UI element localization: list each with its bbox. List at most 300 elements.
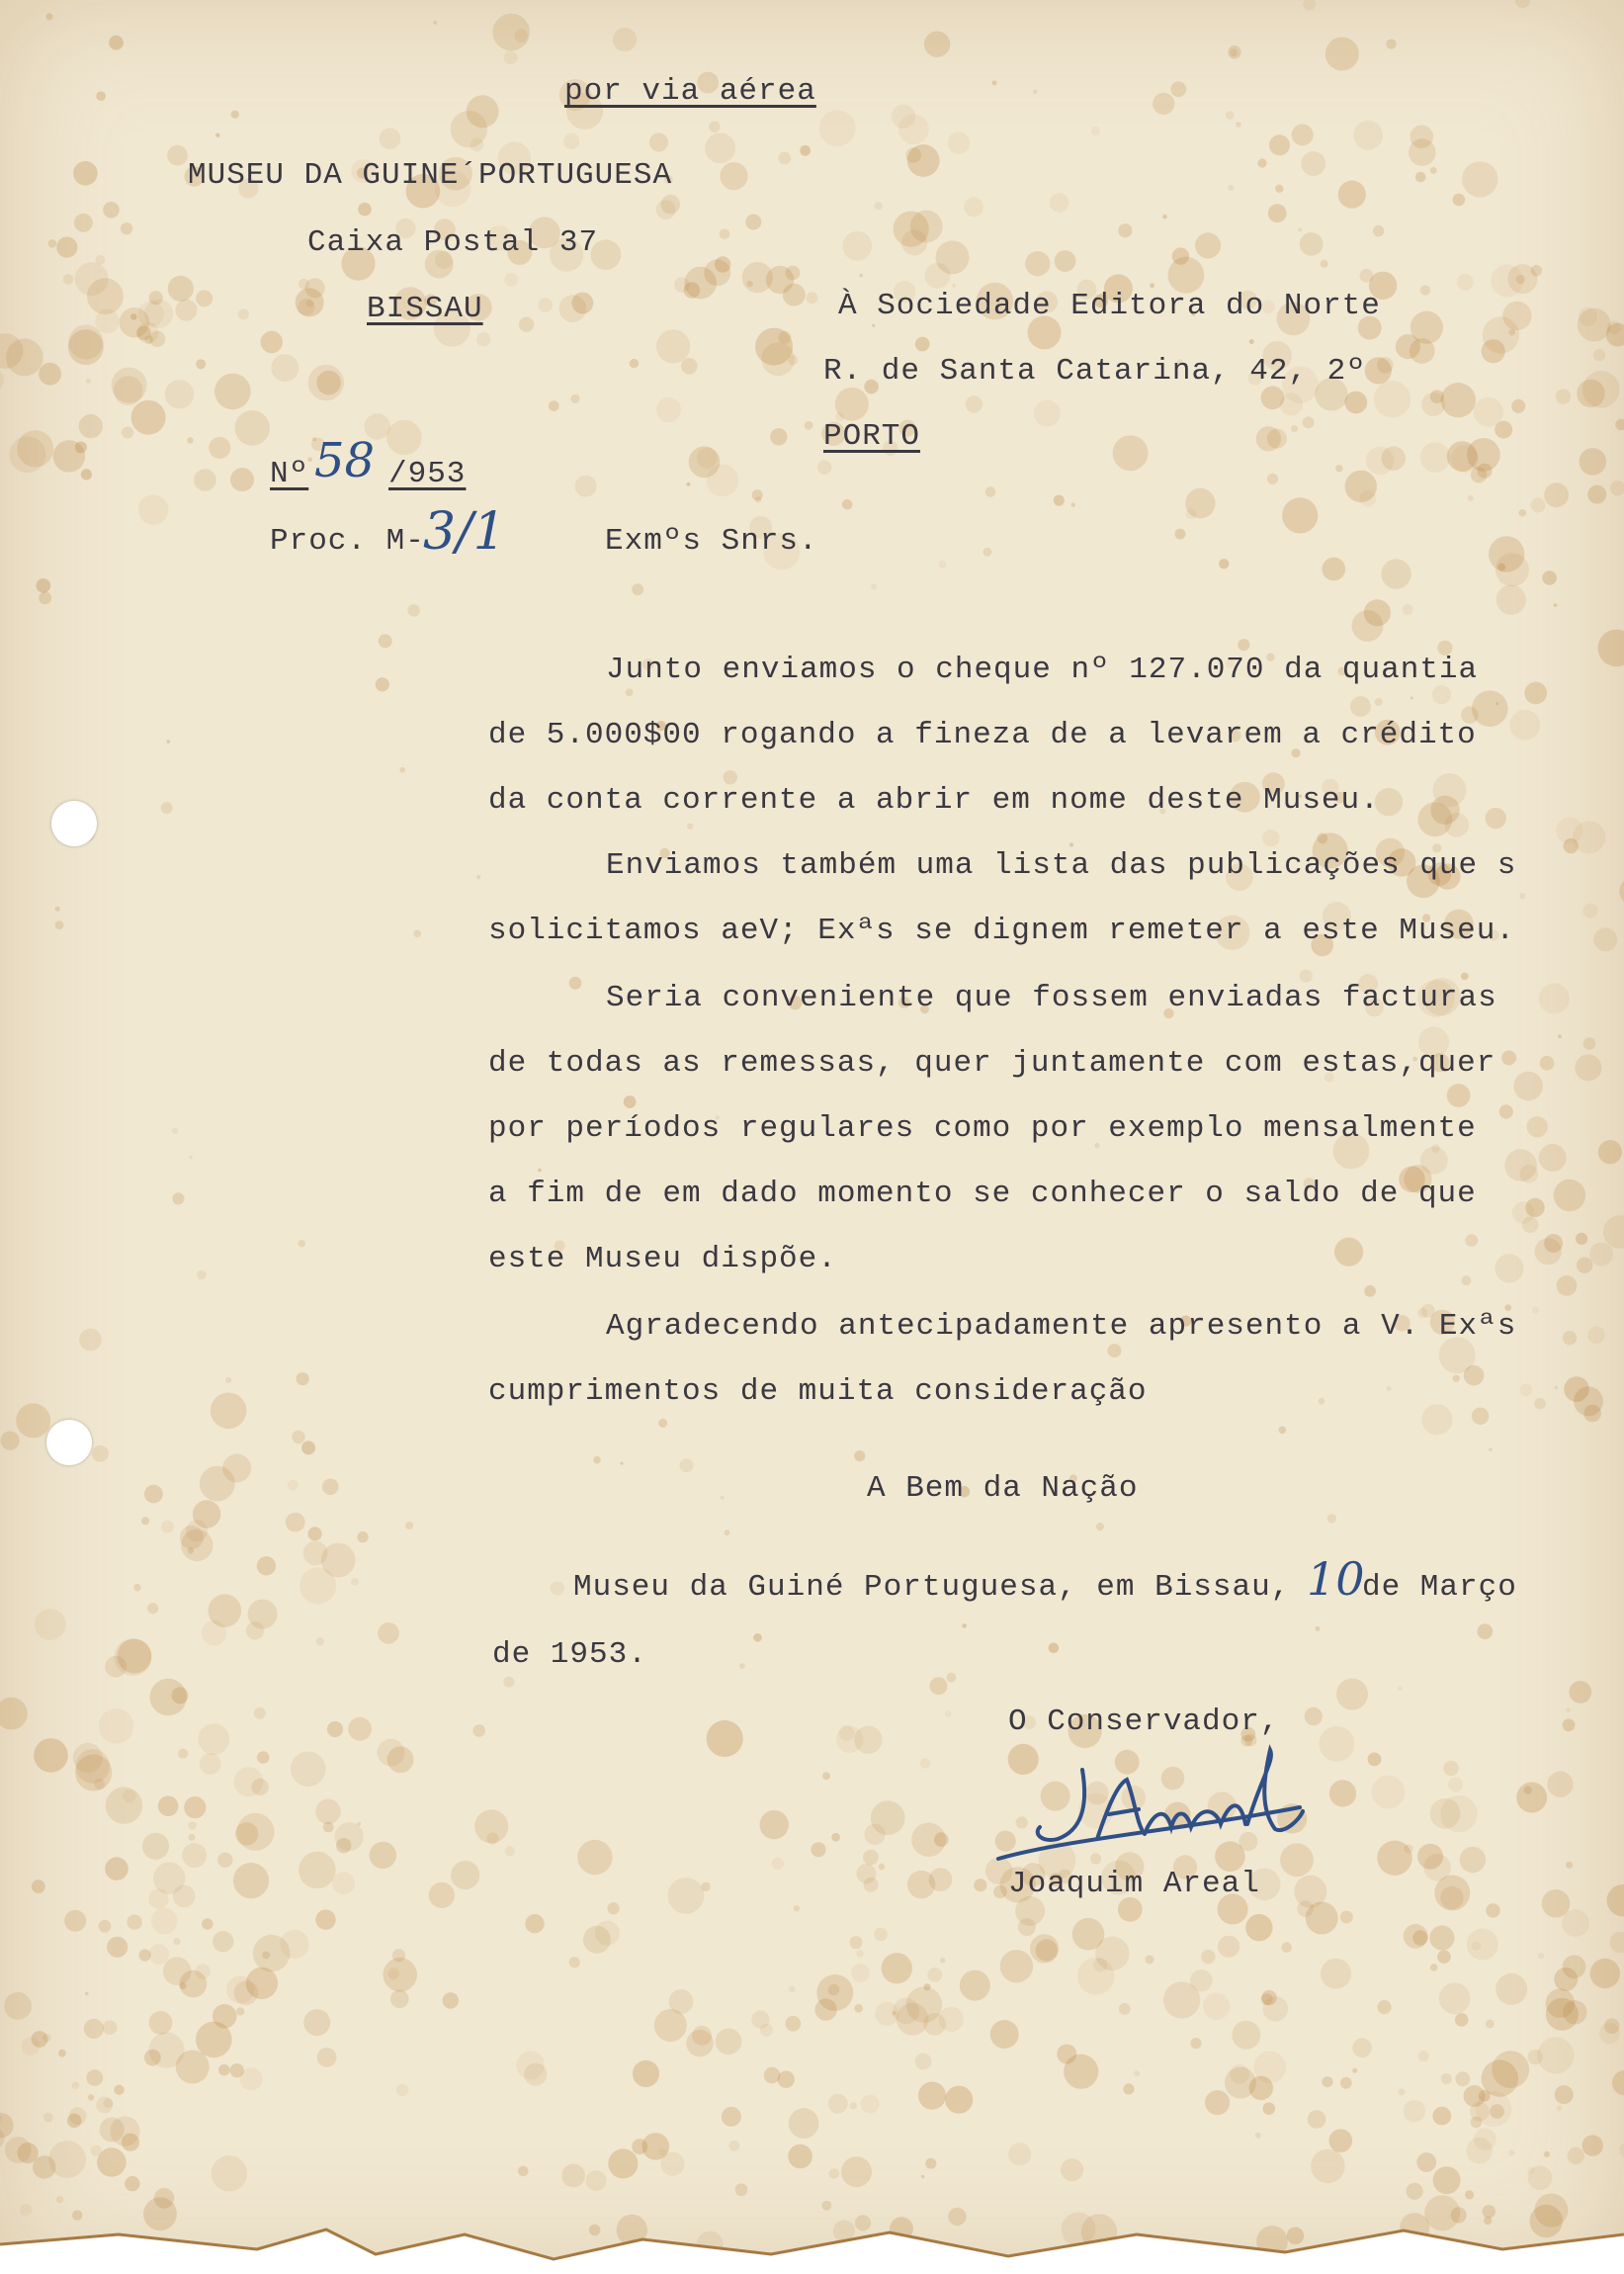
stain-spot [990,2020,1019,2049]
stain-spot [872,324,875,327]
stain-spot [74,214,93,232]
stain-spot [209,437,230,459]
stain-spot [1544,2151,1550,2157]
stain-spot [492,14,530,51]
stain-spot [842,499,853,510]
stain-spot [168,276,194,302]
stain-spot [81,469,92,480]
stain-spot [1410,697,1413,700]
stain-spot [1556,389,1572,404]
stain-spot [1447,441,1478,472]
stain-spot [1532,1307,1539,1314]
stain-spot [43,2113,53,2123]
stain-spot [841,2156,872,2187]
stain-spot [194,469,216,491]
stain-spot [149,2011,173,2035]
stain-spot [1255,2133,1261,2139]
stain-spot [930,1677,948,1695]
stain-spot [58,2050,66,2057]
stain-spot [1610,1932,1624,1954]
stain-spot [470,138,484,152]
stain-spot [915,337,930,352]
stain-spot [1050,193,1069,213]
stain-spot [1398,1686,1403,1691]
stain-spot [1381,559,1410,588]
stain-spot [807,292,818,304]
stain-spot [1564,1376,1589,1402]
stain-spot [1226,111,1235,120]
stain-spot [1433,2166,1461,2194]
stain-spot [1036,1939,1058,1961]
stain-spot [1281,1942,1292,1953]
sender-name: MUSEU DA GUINE´PORTUGUESA [188,158,673,193]
stain-spot [172,1192,184,1204]
stain-spot [654,2009,687,2042]
stain-spot [593,1456,601,1464]
stain-spot [1061,2158,1083,2181]
stain-spot [1619,2143,1624,2157]
stain-spot [1430,1798,1461,1829]
stain-spot [577,1840,612,1875]
stain-spot [1205,2090,1230,2115]
stain-spot [828,2094,848,2114]
stain-spot [1587,1326,1605,1344]
stain-spot [1557,1275,1578,1296]
stain-spot [1547,1772,1573,1797]
stain-spot [46,13,53,20]
stain-spot [1190,2038,1201,2049]
stain-spot [1415,172,1426,183]
stain-spot [467,95,499,128]
stain-spot [709,122,720,132]
airmail-note: por via aérea [564,74,816,109]
stain-spot [1461,973,1469,981]
stain-spot [1495,1254,1523,1282]
stain-spot [1368,1753,1382,1767]
stain-spot [376,677,389,691]
stain-spot [525,1914,544,1933]
stain-spot [48,239,57,248]
stain-spot [1563,1331,1577,1345]
stain-spot [1386,39,1396,48]
stain-spot [1465,1234,1478,1247]
stain-spot [167,740,171,743]
stain-spot [1352,610,1384,642]
stain-spot [910,211,943,243]
stain-spot [1577,1258,1592,1273]
body-line: Seria conveniente que fossem enviadas facturas [606,981,1497,1015]
stain-spot [107,1937,128,1958]
dateline-prefix: Museu da Guiné Portuguesa, em Bissau, [573,1570,1291,1605]
stain-spot [257,1556,276,1575]
stain-spot [1359,490,1376,507]
stain-spot [1000,1950,1033,1982]
stain-spot [921,2175,924,2178]
stain-spot [1555,2085,1574,2104]
stain-spot [897,2003,929,2036]
stain-spot [105,1656,127,1678]
stain-spot [1008,2143,1031,2165]
stain-spot [1282,497,1318,533]
stain-spot [1490,2104,1504,2119]
stain-spot [240,2067,263,2090]
stain-spot [85,1992,89,1996]
stain-spot [1049,1643,1060,1654]
stain-spot [1263,2102,1276,2115]
stain-spot [519,317,534,332]
stain-spot [1441,2073,1452,2084]
stain-spot [524,2063,547,2086]
stain-spot [433,21,437,25]
stain-spot [1575,1054,1601,1081]
stain-spot [661,195,681,215]
stain-spot [1423,1854,1451,1881]
stain-spot [1524,682,1547,705]
stain-spot [721,1496,725,1500]
stain-spot [257,1751,270,1764]
stain-spot [707,465,739,497]
stain-spot [299,1240,305,1247]
stain-spot [348,1717,372,1741]
stain-spot [103,202,120,219]
stain-spot [196,1964,211,1978]
stain-spot [854,1450,865,1461]
stain-spot [131,400,166,435]
stain-spot [1589,1243,1613,1267]
stain-spot [1495,421,1512,439]
stain-spot [1433,773,1467,807]
stain-spot [476,332,491,347]
stain-spot [1535,1238,1562,1265]
stain-spot [79,1329,102,1352]
stain-spot [1537,2037,1574,2073]
stain-spot [323,1822,334,1833]
stain-spot [1146,1955,1154,1964]
stain-spot [985,486,996,497]
stain-spot [114,376,143,405]
stain-spot [1496,702,1498,705]
stain-spot [1172,247,1189,264]
stain-spot [924,1983,931,1990]
stain-spot [16,1403,50,1438]
stain-spot [861,2095,880,2114]
stain-spot [992,80,997,85]
stain-spot [945,2086,973,2114]
stain-spot [882,1953,912,1983]
stain-spot [1096,1523,1104,1531]
stain-spot [538,1169,542,1173]
stain-spot [1554,603,1558,607]
stain-spot [854,2004,863,2013]
stain-spot [175,300,197,321]
stain-spot [1228,185,1234,191]
stain-spot [161,1521,174,1533]
punch-hole-bottom [46,1420,92,1465]
stain-spot [1344,392,1367,414]
stain-spot [1583,1405,1601,1423]
stain-spot [106,1787,142,1823]
stain-spot [1275,185,1283,193]
stain-spot [1329,1780,1356,1806]
stain-spot [892,2011,897,2016]
stain-spot [863,1850,879,1866]
stain-spot [1403,604,1413,615]
stain-spot [608,2148,638,2178]
stain-spot [760,1810,789,1839]
stain-spot [1268,204,1287,222]
stain-spot [563,133,579,149]
stain-spot [1610,481,1624,495]
stain-spot [831,1833,840,1842]
stain-spot [308,1527,322,1540]
stain-spot [1069,842,1073,846]
stain-spot [575,476,597,497]
stain-spot [1554,1180,1585,1211]
body-line: cumprimentos de muita consideração [488,1374,1148,1409]
stain-spot [911,1822,946,1857]
stain-spot [1531,497,1546,512]
stain-spot [233,1863,269,1898]
stain-spot [1432,685,1451,704]
stain-spot [189,1156,193,1160]
stain-spot [687,824,693,830]
stain-spot [238,308,249,319]
stain-spot [79,414,103,438]
stain-spot [144,2050,161,2066]
stain-spot [504,273,518,287]
stain-spot [1467,1929,1498,1961]
stain-spot [607,1902,619,1914]
stain-spot [1430,1964,1438,1971]
recipient-line-2: R. de Santa Catarina, 42, 2º [823,354,1366,389]
stain-spot [370,1842,396,1869]
stain-spot [632,2139,647,2154]
stain-spot [1404,2100,1425,2122]
stain-spot [751,2010,769,2028]
stain-spot [336,1838,351,1853]
stain-spot [305,278,325,298]
stain-spot [1322,558,1345,581]
stain-spot [184,1796,206,1818]
stain-spot [0,368,4,393]
stain-spot [1308,2110,1326,2129]
stain-spot [1350,696,1371,717]
stain-spot [407,604,420,617]
stain-spot [746,281,752,287]
stain-spot [1448,1778,1463,1793]
stain-spot [137,322,159,344]
stain-spot [892,105,915,129]
stain-spot [1522,1217,1539,1234]
stain-spot [315,1909,335,1929]
stain-spot [1306,1902,1338,1935]
stain-spot [800,145,811,156]
dateline-day-handwritten: 10 [1307,1552,1365,1606]
stain-spot [1315,1626,1320,1631]
stain-spot [1353,121,1383,150]
stain-spot [811,1842,825,1857]
stain-spot [1580,448,1607,476]
stain-spot [1420,285,1430,295]
stain-spot [1360,269,1374,283]
stain-spot [4,1992,32,2020]
stain-spot [151,1908,178,1935]
stain-spot [286,1513,305,1532]
stain-spot [1482,339,1505,363]
stain-spot [217,1853,232,1868]
stain-spot [839,1725,855,1741]
stain-spot [161,802,173,814]
stain-spot [189,1834,196,1841]
stain-spot [96,255,106,265]
stain-spot [56,2196,63,2203]
stain-spot [1461,1275,1471,1285]
stain-spot [1615,419,1624,431]
stain-spot [1539,1144,1567,1172]
stain-spot [291,1751,326,1787]
dateline-year: de 1953. [492,1637,647,1672]
stain-spot [261,331,283,353]
stain-spot [1,1432,20,1450]
stain-spot [1118,223,1132,237]
stain-spot [84,2019,104,2039]
stain-spot [322,1479,339,1496]
stain-spot [1557,2106,1562,2111]
stain-spot [182,1843,207,1868]
stain-spot [829,2168,840,2179]
stain-spot [1364,1285,1376,1297]
stain-spot [380,128,401,149]
stain-spot [1254,2052,1287,2084]
stain-spot [1219,559,1229,568]
stain-spot [745,215,761,230]
stain-spot [315,1799,341,1825]
stain-spot [680,1458,694,1472]
stain-spot [1317,833,1327,844]
stain-spot [1445,813,1470,837]
dateline-suffix: de Março [1362,1570,1517,1605]
stain-spot [215,133,219,137]
stain-spot [842,231,872,261]
stain-spot [621,1462,624,1465]
stain-spot [1298,227,1302,231]
stain-spot [127,1914,141,1929]
stain-spot [794,1905,800,1911]
stain-spot [1338,181,1366,209]
stain-spot [413,930,421,938]
stain-spot [1540,1056,1555,1071]
stain-spot [86,2069,103,2086]
stain-spot [1377,357,1394,374]
stain-spot [114,2085,124,2095]
stain-spot [246,1968,278,1999]
stain-spot [122,426,133,438]
stain-spot [960,1970,990,2001]
stain-spot [1238,639,1249,651]
stain-spot [720,162,747,190]
stain-spot [1587,485,1606,504]
stain-spot [964,197,983,217]
stain-spot [720,229,730,240]
stain-spot [1113,435,1149,471]
body-line: solicitamos aeV; Exªs se dignem remeter a este Museu. [488,914,1515,948]
stain-spot [0,1698,28,1730]
stain-spot [850,1936,863,1949]
stain-spot [924,32,950,57]
body-line: a fim de em dado momento se conhecer o saldo de que [488,1177,1477,1211]
stain-spot [1477,1623,1493,1639]
stain-spot [193,1500,220,1528]
stain-spot [399,767,405,773]
stain-spot [789,1985,796,1992]
stain-spot [1404,1844,1412,1853]
stain-spot [1499,1104,1513,1118]
stain-spot [966,395,983,412]
stain-spot [167,145,188,166]
stain-spot [538,298,553,312]
stain-spot [755,496,761,502]
stain-spot [907,144,940,177]
stain-spot [704,259,730,286]
stain-spot [1257,158,1266,167]
stain-spot [819,110,856,146]
stain-spot [1303,0,1316,10]
stain-spot [1236,122,1241,128]
stain-spot [1563,1718,1576,1731]
stain-spot [72,2082,80,2090]
stain-spot [147,1603,158,1614]
stain-spot [332,1872,355,1894]
stain-spot [197,1270,207,1280]
stain-spot [633,2060,659,2087]
stain-spot [32,2031,48,2048]
stain-spot [945,1710,952,1717]
stain-spot [1230,48,1238,56]
stain-spot [472,1724,485,1737]
stain-spot [1462,161,1497,197]
stain-spot [1329,2129,1353,2152]
stain-spot [121,222,132,234]
stain-spot [76,1749,111,1784]
stain-spot [351,1578,359,1586]
stain-spot [262,1952,270,1960]
stain-spot [1619,877,1624,905]
stain-spot [962,1623,967,1628]
stain-spot [1336,1679,1368,1710]
stain-spot [569,977,582,990]
stain-spot [1321,1959,1351,1989]
stain-spot [196,290,213,306]
stain-spot [879,1864,885,1870]
stain-spot [551,1581,564,1595]
stain-spot [1497,564,1505,571]
stain-spot [656,329,690,363]
stain-spot [549,400,559,411]
stain-spot [1482,2059,1518,2096]
stain-spot [187,437,193,443]
stain-spot [173,1938,180,1945]
stain-spot [327,1721,343,1737]
stain-spot [87,278,124,314]
stain-spot [504,50,518,64]
stain-spot [1301,151,1325,176]
stain-spot [1443,1761,1459,1777]
stain-spot [1501,1051,1516,1066]
stain-spot [1437,1950,1451,1964]
stain-spot [144,1485,163,1504]
stain-spot [1170,81,1186,97]
stain-spot [429,1882,455,1908]
